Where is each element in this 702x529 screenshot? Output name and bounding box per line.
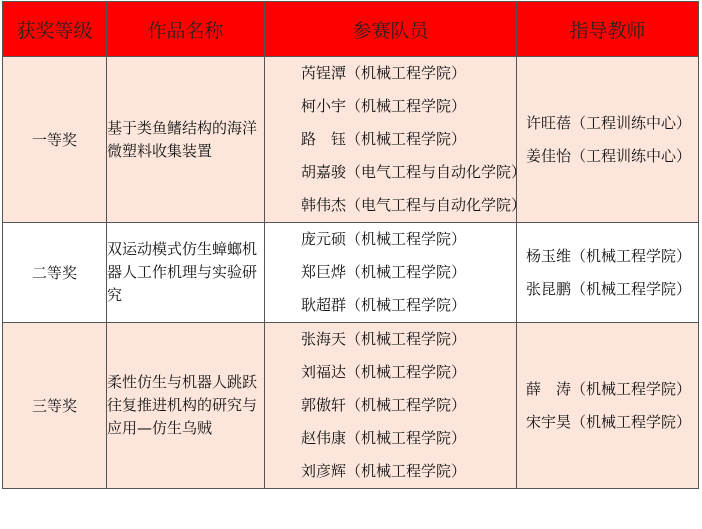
member-name: 郭傲轩（机械工程学院） — [301, 396, 467, 414]
member-name: 芮锃潭（机械工程学院） — [301, 64, 467, 82]
member-list — [265, 223, 517, 323]
advisor-name: 杨玉维（机械工程学院） — [526, 246, 692, 265]
header-row — [3, 2, 699, 57]
member-name: 张海天（机械工程学院） — [301, 330, 467, 348]
advisor-list — [517, 57, 699, 223]
member-name: 柯小宇（机械工程学院） — [301, 97, 467, 115]
member-name: 胡嘉骏（电气工程与自动化学院） — [301, 163, 527, 181]
member-list — [265, 57, 527, 223]
award-level: 二等奖 — [3, 223, 107, 323]
header-level: 获奖等级 — [3, 2, 107, 57]
advisor-name: 张昆鹏（机械工程学院） — [526, 279, 692, 298]
advisor-name: 宋宇昊（机械工程学院） — [526, 412, 692, 431]
advisor-list — [517, 223, 699, 323]
member-name: 韩伟杰（电气工程与自动化学院） — [301, 196, 527, 214]
work-title: 基于类鱼鳍结构的海洋微塑料收集装置 — [107, 57, 265, 223]
award-level: 一等奖 — [3, 57, 107, 223]
awards-table — [2, 1, 699, 489]
work-title: 柔性仿生与机器人跳跃往复推进机构的研究与应用—仿生乌贼 — [107, 323, 265, 489]
work-title: 双运动模式仿生蟑螂机器人工作机理与实验研究 — [107, 223, 265, 323]
table-row — [3, 223, 699, 323]
member-list — [265, 323, 517, 489]
advisor-list — [517, 323, 699, 489]
header-work: 作品名称 — [107, 2, 265, 57]
table-row — [3, 323, 699, 489]
header-advisors: 指导教师 — [517, 2, 699, 57]
member-name: 郑巨烨（机械工程学院） — [301, 263, 467, 281]
member-name: 路 钰（机械工程学院） — [301, 130, 467, 148]
header-members: 参赛队员 — [265, 2, 517, 57]
member-name: 耿超群（机械工程学院） — [301, 296, 467, 314]
advisor-name: 许旺蓓（工程训练中心） — [526, 113, 692, 132]
award-level: 三等奖 — [3, 323, 107, 489]
member-name: 刘彦辉（机械工程学院） — [301, 462, 467, 480]
advisor-name: 薛 涛（机械工程学院） — [526, 379, 692, 398]
member-name: 赵伟康（机械工程学院） — [301, 429, 467, 447]
member-name: 刘福达（机械工程学院） — [301, 363, 467, 381]
table-row — [3, 57, 699, 223]
member-name: 庞元硕（机械工程学院） — [301, 230, 467, 248]
advisor-name: 姜佳怡（工程训练中心） — [526, 146, 692, 165]
